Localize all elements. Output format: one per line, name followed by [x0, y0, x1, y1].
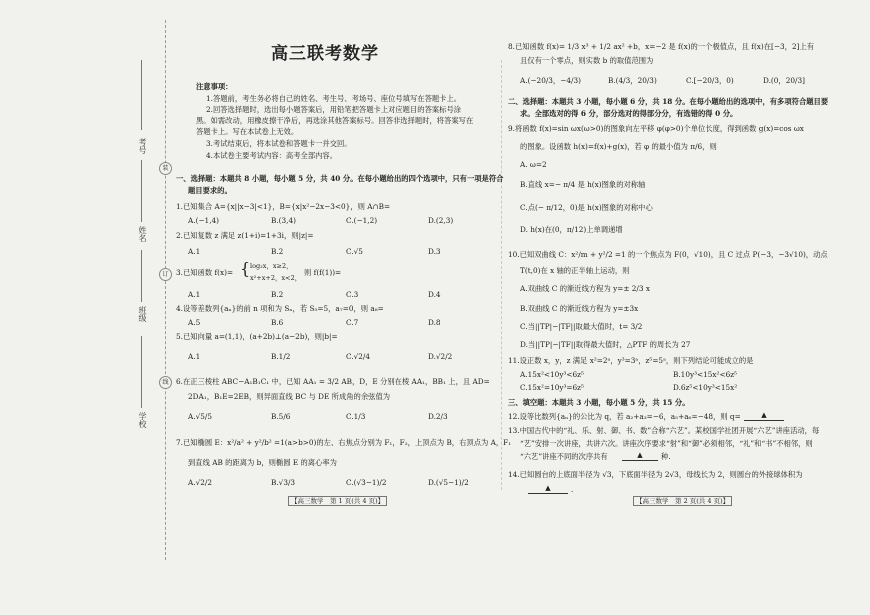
q10-option-a: A.双曲线 C 的渐近线方程为 y=± 2/3 x: [520, 284, 650, 293]
q14-tail: .: [571, 485, 574, 494]
notice-line: 4.本试卷主要考试内容：高考全部内容。: [206, 151, 338, 160]
q3-tail: 则 f(f(1))=: [304, 268, 342, 277]
q9-option-d: D. h(x)在(0，π/12)上单调递增: [520, 225, 623, 234]
q1-option-d: D.(2,3): [428, 216, 454, 225]
q10-option-c: C.当||TP|−|TF||取最大值时，t= 3/2: [520, 322, 643, 331]
question-13-stem: 13.中国古代中的“礼、乐、射、御、书、数”合称“六艺”。某校国学社团开展“六艺”讲座活动，每: [508, 426, 820, 435]
question-5-stem: 5.已知向量 a=(1,1)，(a+2b)⊥(a−2b)，则|b|=: [176, 332, 338, 341]
q1-option-a: A.(−1,4): [188, 216, 220, 225]
q7-option-b: B.√3/3: [271, 478, 296, 487]
binding-circle-ding: 订: [159, 268, 172, 281]
q6-option-d: D.2/3: [428, 412, 448, 421]
notice-line: 1.答题前，考生务必将自己的姓名、考生号、考场号、座位号填写在答题卡上。: [206, 94, 462, 103]
q11-option-c: C.15x²=10y³=6z⁵: [520, 383, 584, 392]
section2-heading-cont: 求。全部选对的得 6 分，部分选对的得部分分，有选错的得 0 分。: [520, 109, 738, 118]
q1-option-c: C.(−1,2): [346, 216, 378, 225]
notice-line: 2.回答选择题时，选出每小题答案后，用铅笔把答题卡上对应题目的答案标号涂: [206, 105, 462, 114]
question-3-stem: 3.已知函数 f(x)=: [176, 268, 234, 277]
binding-label-exam-no: 考号: [138, 138, 147, 154]
binding-circle-xian: 线: [159, 376, 172, 389]
q10-option-d: D.当||TP|−|TF||取得最大值时，△PTF 的周长为 27: [520, 340, 691, 349]
question-7-stem-cont: 到直线 AB 的距离为 b，则椭圆 E 的离心率为: [188, 458, 337, 467]
q4-option-c: C.7: [346, 318, 359, 327]
question-6-stem-cont: 2DA₁，B₁E=2EB，则异面直线 BC 与 DE 所成角的余弦值为: [188, 392, 391, 401]
question-9-stem: 9.将函数 f(x)=sin ωx(ω>0)的图象向左平移 φ(φ>0)个单位长度，得到函数 g(x)=cos ωx: [508, 124, 804, 133]
binding-circle-zhuang: 装: [159, 162, 172, 175]
notice-line: 3.考试结束后，将本试卷和答题卡一并交回。: [206, 139, 352, 148]
binding-rule: [141, 336, 142, 408]
page-footer-right: 【高三数学 第 2 页(共 4 页)】: [633, 496, 732, 506]
notice-line: 答题卡上。写在本试卷上无效。: [196, 127, 299, 136]
cut-line: [165, 20, 166, 560]
question-1-stem: 1.已知集合 A={x||x−3|<1}，B={x|x²−2x−3<0}，则 A∩B=: [176, 202, 391, 211]
question-14-stem: 14.已知圆台的上底面半径为 √3，下底面半径为 2√3，母线长为 2，则圆台的外接球体积为: [508, 470, 803, 479]
question-10-stem: 10.已知双曲线 C：x²/m + y²/2 =1 的一个焦点为 F(0，√10)，且 C 过点 P(−3，−3√10)，动点: [508, 250, 828, 259]
q1-option-b: B.(3,4): [271, 216, 296, 225]
binding-label-class: 班级: [138, 306, 147, 322]
question-13-stem-cont: “艺”安排一次讲座，共讲六次。讲座次序要求“射”和“御”必须相邻，“礼”和“书”不相邻，则: [520, 439, 813, 448]
q2-option-a: A.1: [188, 247, 201, 256]
q13-answer-blank: ▲: [622, 451, 658, 461]
q5-option-d: D.√2/2: [428, 352, 453, 361]
question-10-stem-cont: T(t,0)在 x 轴的正半轴上运动，则: [520, 266, 630, 275]
q13-tail: 种.: [661, 452, 671, 461]
binding-rule: [141, 250, 142, 302]
q8-option-a: A.(−20/3，−4/3): [520, 76, 581, 85]
binding-rule: [141, 160, 142, 222]
q3-option-b: B.2: [271, 290, 284, 299]
section2-heading: 二、选择题：本题共 3 小题，每小题 6 分，共 18 分。在每小题给出的选项中，有多项符合题目要: [508, 97, 829, 106]
q10-option-b: B.双曲线 C 的渐近线方程为 y=±3x: [520, 304, 639, 313]
binding-label-name: 姓名: [138, 226, 147, 242]
section1-heading: 一、选择题：本题共 8 小题，每小题 5 分，共 40 分。在每小题给出的四个选项中，只有一项是符合: [176, 174, 504, 183]
question-8-stem-cont: 且仅有一个零点，则实数 b 的取值范围为: [520, 56, 654, 65]
q12-answer-blank: ▲: [744, 411, 784, 421]
question-6-stem: 6.在正三棱柱 ABC−A₁B₁C₁ 中，已知 AA₁ = 3/2 AB，D，E 分别在棱 AA₁，BB₁ 上，且 AD=: [176, 377, 490, 386]
q2-option-d: D.3: [428, 247, 441, 256]
binding-strip: [0, 0, 170, 615]
q11-option-b: B.10y³<15x²<6z⁵: [673, 370, 737, 379]
q8-option-c: C.[−20/3，0): [686, 76, 734, 85]
question-12-stem: 12.设等比数列{aₙ}的公比为 q，若 a₂+a₃=−6，a₅+a₆=−48，则 q=: [508, 412, 741, 421]
q8-option-b: B.(4/3，20/3): [608, 76, 657, 85]
q9-option-a: A. ω=2: [520, 160, 547, 169]
section3-heading: 三、填空题：本题共 3 小题，每小题 5 分，共 15 分。: [508, 398, 690, 407]
piecewise-brace: {: [240, 259, 251, 278]
q2-option-c: C.√5: [346, 247, 363, 256]
page-footer-left: 【高三数学 第 1 页(共 4 页)】: [288, 496, 387, 506]
q3-case-1: log₂x，x≥2，: [250, 262, 293, 270]
question-4-stem: 4.设等差数列{aₙ}的前 n 项和为 Sₙ，若 S₅=5，a₇=0，则 a₈=: [176, 304, 384, 313]
page-divider: [501, 60, 502, 490]
binding-rule: [141, 60, 142, 130]
q3-case-2: x²+x+2，x<2，: [250, 274, 302, 282]
q11-option-a: A.15x²<10y³<6z⁵: [520, 370, 584, 379]
section1-heading-cont: 题目要求的。: [188, 186, 232, 195]
q3-option-a: A.1: [188, 290, 201, 299]
q9-option-b: B.直线 x=− π/4 是 h(x)图象的对称轴: [520, 180, 646, 189]
q3-option-c: C.3: [346, 290, 359, 299]
page-title: 高三联考数学: [271, 44, 379, 64]
q3-option-d: D.4: [428, 290, 441, 299]
q2-option-b: B.2: [271, 247, 284, 256]
q6-option-a: A.√5/5: [188, 412, 212, 421]
question-13-stem-cont2: “六艺”讲座不同的次序共有: [520, 452, 608, 461]
question-7-stem: 7.已知椭圆 E：x²/a² + y²/b² =1(a>b>0)的左、右焦点分别为 F₁，F₂，上顶点为 B，右顶点为 A，F₁: [176, 438, 512, 447]
q5-option-a: A.1: [188, 352, 201, 361]
q7-option-d: D.(√5−1)/2: [428, 478, 469, 487]
q5-option-c: C.√2/4: [346, 352, 371, 361]
q6-option-b: B.5/6: [271, 412, 291, 421]
q4-option-d: D.8: [428, 318, 441, 327]
q5-option-b: B.1/2: [271, 352, 291, 361]
question-2-stem: 2.已知复数 z 满足 z(1+i)=1+3i，则|z|=: [176, 231, 314, 240]
q7-option-c: C.(√3−1)/2: [346, 478, 387, 487]
question-9-stem-cont: 的图象。设函数 h(x)=f(x)+g(x)，若 φ 的最小值为 π/6，则: [520, 142, 717, 151]
q4-option-b: B.6: [271, 318, 284, 327]
q8-option-d: D.(0，20/3]: [763, 76, 805, 85]
q14-answer-blank: ▲: [528, 484, 568, 494]
q11-option-d: D.6z⁵<10y³<15x²: [673, 383, 738, 392]
question-11-stem: 11.设正数 x，y，z 满足 x²=2ᵃ，y³=3ᵃ，z⁵=5ᵃ，则下列结论可能成立的是: [508, 356, 754, 365]
q7-option-a: A.√2/2: [188, 478, 212, 487]
question-8-stem: 8.已知函数 f(x)= 1/3 x³ + 1/2 ax² +b，x=−2 是 f(x)的一个极值点，且 f(x)在[−3，2]上有: [508, 42, 815, 51]
notice-line: 黑。如需改动，用橡皮擦干净后，再选涂其他答案标号。回答非选择题时，将答案写在: [196, 116, 474, 125]
q9-option-c: C.点(− π/12，0)是 h(x)图象的对称中心: [520, 203, 653, 212]
binding-label-school: 学校: [138, 412, 147, 428]
q4-option-a: A.5: [188, 318, 201, 327]
notice-heading: 注意事项：: [196, 82, 233, 91]
q6-option-c: C.1/3: [346, 412, 366, 421]
